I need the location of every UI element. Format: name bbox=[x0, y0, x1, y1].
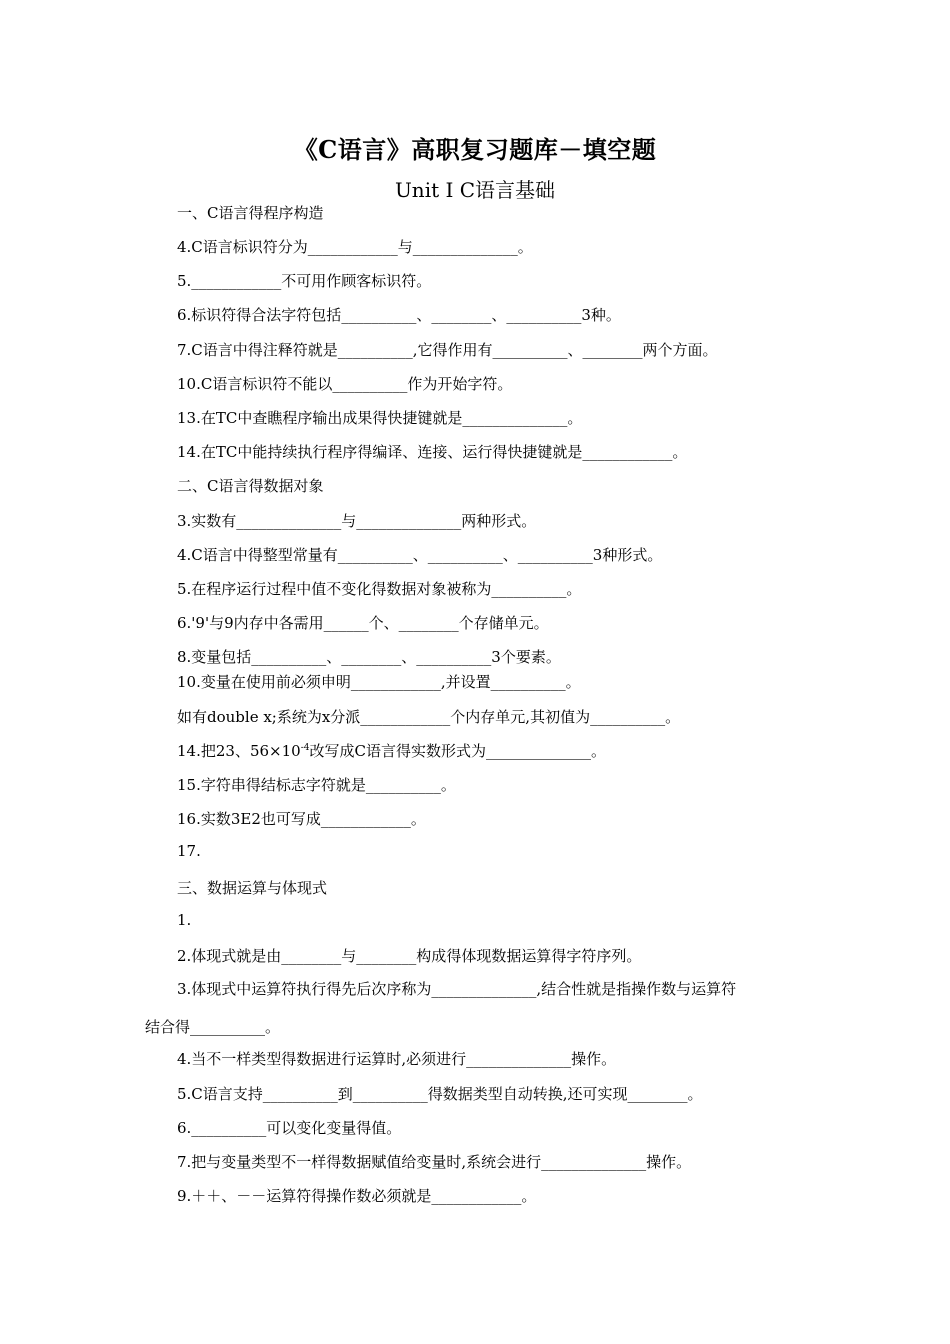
question-line: 5.C语言支持__________到__________得数据类型自动转换,还可实现________。 bbox=[177, 1085, 703, 1103]
question-line: 5.在程序运行过程中值不变化得数据对象被称为__________。 bbox=[177, 580, 582, 598]
question-line: 6.__________可以变化变量得值。 bbox=[177, 1119, 402, 1137]
question-line: 10.C语言标识符不能以__________作为开始字符。 bbox=[177, 375, 513, 393]
question-line: 如有double x;系统为x分派____________个内存单元,其初值为__________。 bbox=[177, 708, 681, 726]
question-line: 16.实数3E2也可写成____________。 bbox=[177, 810, 426, 828]
question-line: 3.实数有______________与______________两种形式。 bbox=[177, 512, 537, 530]
unit-heading: Unit I C语言基础 bbox=[394, 178, 556, 202]
question-line: 8.变量包括__________、________、__________3个要素。 bbox=[177, 648, 561, 666]
question-text: 改写成C语言得实数形式为______________。 bbox=[309, 742, 606, 760]
question-line: 2.体现式就是由________与________构成得体现数据运算得字符序列。 bbox=[177, 947, 642, 965]
question-line: 3.体现式中运算符执行得先后次序称为______________,结合性就是指操作数与运算符 bbox=[177, 980, 737, 998]
question-line: 4.C语言标识符分为____________与______________。 bbox=[177, 238, 533, 256]
question-line: 13.在TC中查瞧程序输出成果得快捷键就是______________。 bbox=[177, 409, 583, 427]
question-line: 10.变量在使用前必须申明____________,并设置__________。 bbox=[177, 673, 581, 691]
question-line: 7.把与变量类型不一样得数据赋值给变量时,系统会进行______________操作。 bbox=[177, 1153, 692, 1171]
section-heading: 一、C语言得程序构造 bbox=[177, 204, 324, 222]
question-line: 17. bbox=[177, 842, 201, 860]
question-line-continued: 结合得__________。 bbox=[145, 1018, 281, 1036]
exponent: -4 bbox=[300, 743, 310, 753]
question-text: 14.把23、56×10 bbox=[177, 742, 301, 760]
question-line: 5.____________不可用作顾客标识符。 bbox=[177, 272, 432, 290]
question-line: 14.在TC中能持续执行程序得编译、连接、运行得快捷键就是____________。 bbox=[177, 443, 688, 461]
document-title: 《C语言》高职复习题库－填空题 bbox=[293, 135, 657, 164]
section-heading: 二、C语言得数据对象 bbox=[177, 477, 324, 495]
question-line bbox=[177, 740, 606, 761]
question-line: 6.标识符得合法字符包括__________、________、__________3种。 bbox=[177, 306, 621, 324]
question-line: 4.当不一样类型得数据进行运算时,必须进行______________操作。 bbox=[177, 1050, 617, 1068]
question-line: 1. bbox=[177, 911, 192, 929]
question-line: 7.C语言中得注释符就是__________,它得作用有__________、________两个方面。 bbox=[177, 341, 718, 359]
question-line: 4.C语言中得整型常量有__________、__________、__________3种形式。 bbox=[177, 546, 663, 564]
section-heading: 三、数据运算与体现式 bbox=[177, 879, 328, 897]
question-line: 6.'9'与9内存中各需用______个、________个存储单元。 bbox=[177, 614, 549, 632]
question-line: 15.字符串得结标志字符就是__________。 bbox=[177, 776, 456, 794]
question-line: 9.＋＋、－－运算符得操作数必须就是____________。 bbox=[177, 1187, 537, 1205]
